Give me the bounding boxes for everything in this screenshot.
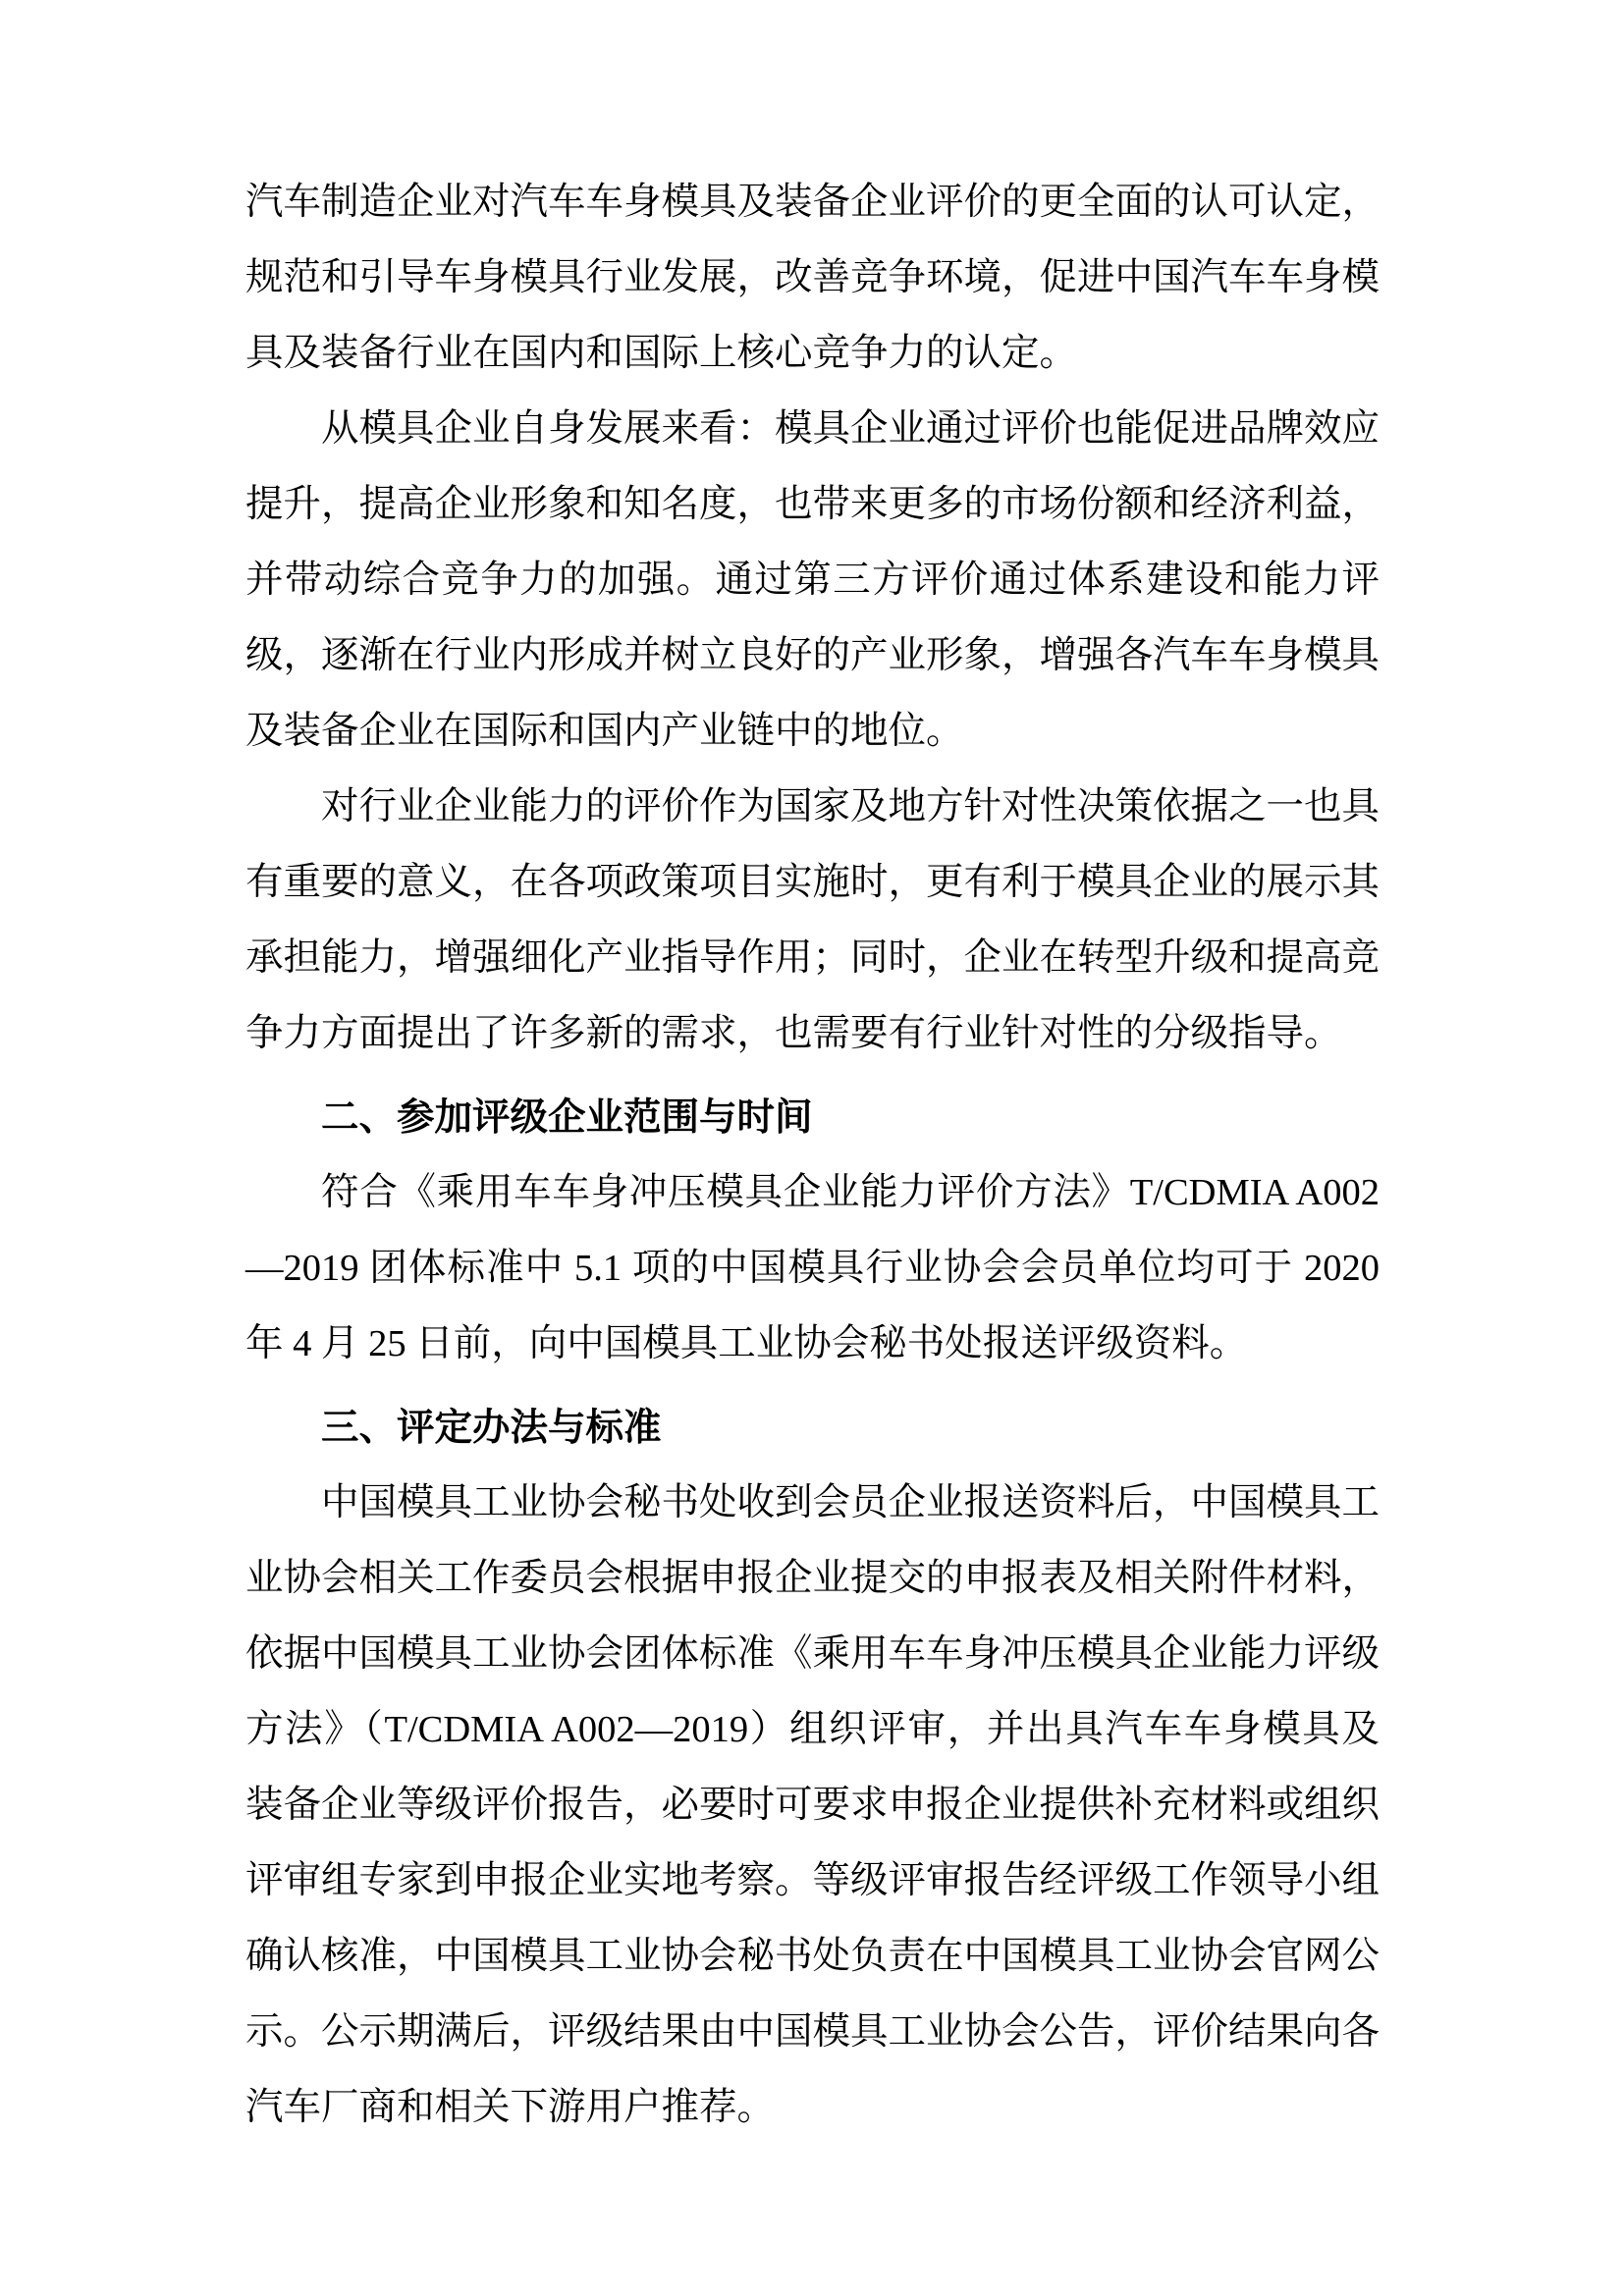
body-paragraph: 从模具企业自身发展来看：模具企业通过评价也能促进品牌效应提升，提高企业形象和知名度，也带来更多的市场份额和经济利益，并带动综合竞争力的加强。通过第三方评价通过体系建设和能力评级，逐渐在行业内形成并树立良好的产业形象，增强各汽车车身模具及装备企业在国际和国内产业链中的地位。 [245, 408, 1380, 752]
document-content [245, 165, 1380, 2146]
body-paragraph: 中国模具工业协会秘书处收到会员企业报送资料后，中国模具工业协会相关工作委员会根据申报企业提交的申报表及相关附件材料，依据中国模具工业协会团体标准《乘用车车身冲压模具企业能力评级方法》（T/CDMIA A002—2019）组织评审，并出具汽车车身模具及装备企业等级评价报告，必要时可要求申报企业提供补充材料或组织评审组专家到申报企业实地考察。等级评审报告经评级工作领导小组确认核准，中国模具工业协会秘书处负责在中国模具工业协会官网公示。公示期满后，评级结果由中国模具工业协会公告，评价结果向各汽车厂商和相关下游用户推荐。 [245, 1482, 1380, 2128]
section-heading: 三、评定办法与标准 [321, 1407, 662, 1449]
section-heading: 二、参加评级企业范围与时间 [321, 1096, 813, 1139]
body-paragraph: 对行业企业能力的评价作为国家及地方针对性决策依据之一也具有重要的意义，在各项政策项目实施时，更有利于模具企业的展示其承担能力，增强细化产业指导作用；同时，企业在转型升级和提高竞争力方面提出了许多新的需求，也需要有行业针对性的分级指导。 [245, 786, 1380, 1054]
body-paragraph: 符合《乘用车车身冲压模具企业能力评价方法》T/CDMIA A002—2019 团体标准中 5.1 项的中国模具行业协会会员单位均可于 2020 年 4 月 25 日前，向中国模具工业协会秘书处报送评级资料。 [245, 1172, 1380, 1364]
body-paragraph: 汽车制造企业对汽车车身模具及装备企业评价的更全面的认可认定，规范和引导车身模具行业发展，改善竞争环境，促进中国汽车车身模具及装备行业在国内和国际上核心竞争力的认定。 [245, 182, 1380, 374]
